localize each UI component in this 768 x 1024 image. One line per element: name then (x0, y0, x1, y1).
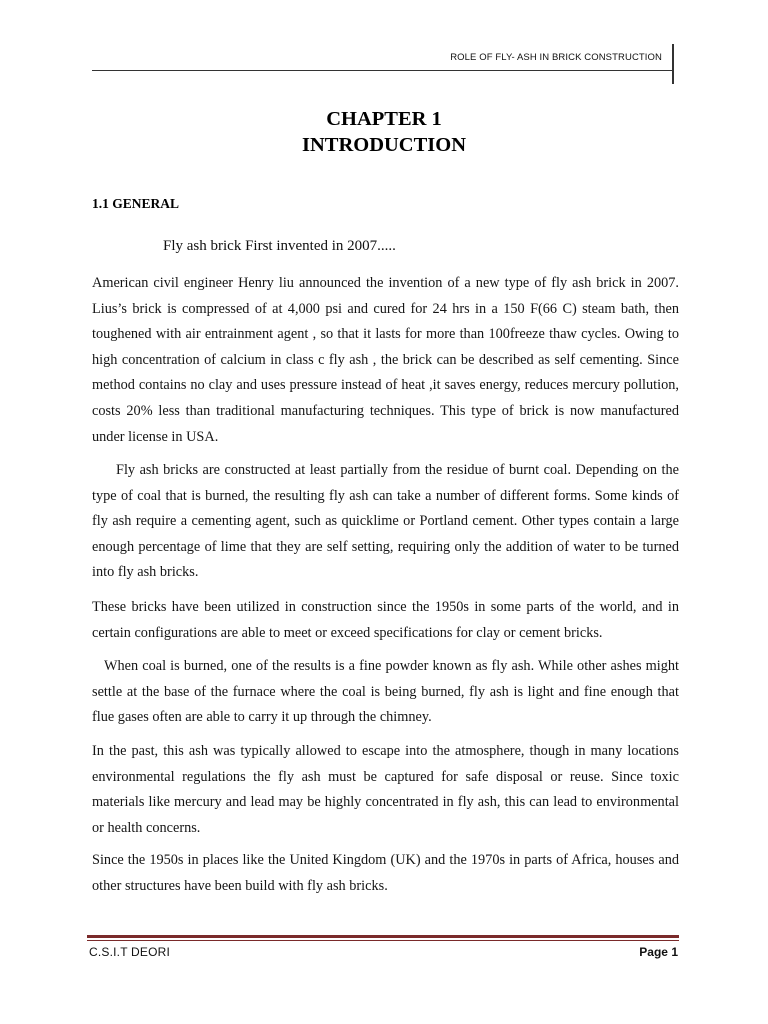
chapter-title: INTRODUCTION (301, 134, 467, 156)
paragraph-3: These bricks have been utilized in construction since the 1950s in some parts of the world, and in certain configurations are able to meet or exceed specifications for clay or cement bricks. (92, 599, 679, 641)
paragraph-2: Fly ash bricks are constructed at least partially from the residue of burnt coal. Depending on the type of coal that is burned, the resulting fly ash can take a number of different forms. Some kinds of fly ash require a cementing agent, such as quicklime or Portland cement. Other types contain a large enough percentage of lime that they are self setting, requiring only the addition of water to be turned into fly ash bricks. (92, 462, 679, 581)
section-subtitle: Fly ash brick First invented in 2007..... (163, 238, 396, 254)
header-vertical-rule (672, 44, 674, 84)
paragraph-6: Since the 1950s in places like the United Kingdom (UK) and the 1970s in parts of Africa, houses and other structures have been build with fly ash bricks. (92, 852, 679, 894)
paragraph-5: In the past, this ash was typically allowed to escape into the atmosphere, though in many locations environmental regulations the fly ash must be captured for safe disposal or reuse. Since toxic materials like mercury and lead may be highly concentrated in fly ash, this can lead to environmental or health concerns. (92, 743, 679, 836)
paragraph-1: American civil engineer Henry liu announced the invention of a new type of fly ash brick in 2007. Lius’s brick is compressed of at 4,000 psi and cured for 24 hrs in a 150 F(66 C) steam bath, then toughened with air entrainment agent , so that it lasts for more than 100freeze thaw cycles. Owing to high concentration of calcium in class c fly ash , the brick can be described as self cementing. Since method contains no clay and uses pressure instead of heat ,it saves energy, reduces mercury pollution, costs 20% less than traditional manufacturing techniques. This type of brick is now manufactured under license in USA. (92, 275, 679, 445)
footer-rule (87, 935, 679, 938)
footer-institution: C.S.I.T DEORI (89, 945, 171, 959)
section-heading: 1.1 GENERAL (92, 196, 180, 211)
header-horizontal-rule (92, 70, 673, 71)
paragraph-4: When coal is burned, one of the results is a fine powder known as fly ash. While other ashes might settle at the base of the furnace where the coal is being burned, fly ash is light and fine enough that flue gases often are able to carry it up through the chimney. (92, 658, 679, 726)
footer-rule-thin (87, 940, 679, 941)
running-header: ROLE OF FLY- ASH IN BRICK CONSTRUCTION (450, 52, 662, 63)
chapter-number: CHAPTER 1 (326, 108, 442, 130)
page-number: Page 1 (639, 945, 678, 959)
